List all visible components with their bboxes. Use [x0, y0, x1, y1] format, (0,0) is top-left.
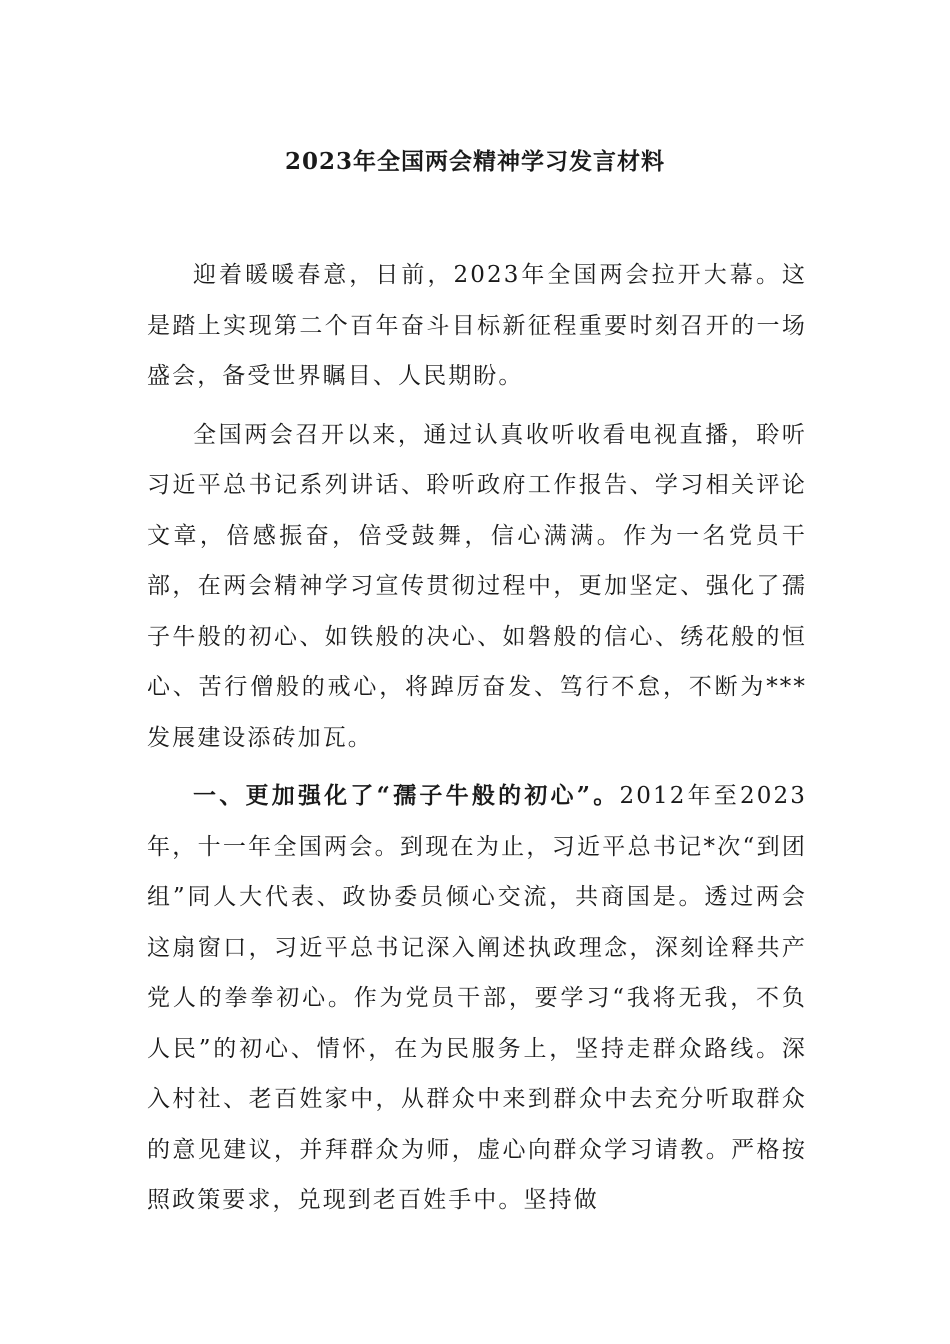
section-heading-1: 一、更加强化了“孺子牛般的初心”。 [193, 782, 620, 809]
paragraph-3 [147, 771, 807, 1226]
document-title: 2023年全国两会精神学习发言材料 [284, 148, 665, 175]
paragraph-1-text: 迎着暖暖春意，日前，2023年全国两会拉开大幕。这是踏上实现第二个百年奋斗目标新征程重要时刻召开的一场盛会，备受世界瞩目、人民期盼。 [147, 262, 807, 389]
paragraph-1 [147, 250, 807, 402]
paragraph-3-text: 2012年至2023年，十一年全国两会。到现在为止，习近平总书记*次“到团组”同人大代表、政协委员倾心交流，共商国是。透过两会这扇窗口，习近平总书记深入阐述执政理念，深刻诠释共产党人的拳拳初心。作为党员干部，要学习“我将无我，不负人民”的初心、情怀，在为民服务上，坚持走群众路线。深入村社、老百姓家中，从群众中来到群众中去充分听取群众的意见建议，并拜群众为师，虚心向群众学习请教。严格按照政策要求，兑现到老百姓手中。坚持做 [147, 783, 807, 1213]
paragraph-2 [147, 410, 807, 764]
paragraph-2-text: 全国两会召开以来，通过认真收听收看电视直播，聆听习近平总书记系列讲话、聆听政府工作报告、学习相关评论文章，倍感振奋，倍受鼓舞，信心满满。作为一名党员干部，在两会精神学习宣传贯彻过程中，更加坚定、强化了孺子牛般的初心、如铁般的决心、如磐般的信心、绣花般的恒心、苦行僧般的戒心，将踔厉奋发、笃行不怠，不断为***发展建设添砖加瓦。 [147, 421, 807, 751]
document-body [147, 250, 807, 1234]
